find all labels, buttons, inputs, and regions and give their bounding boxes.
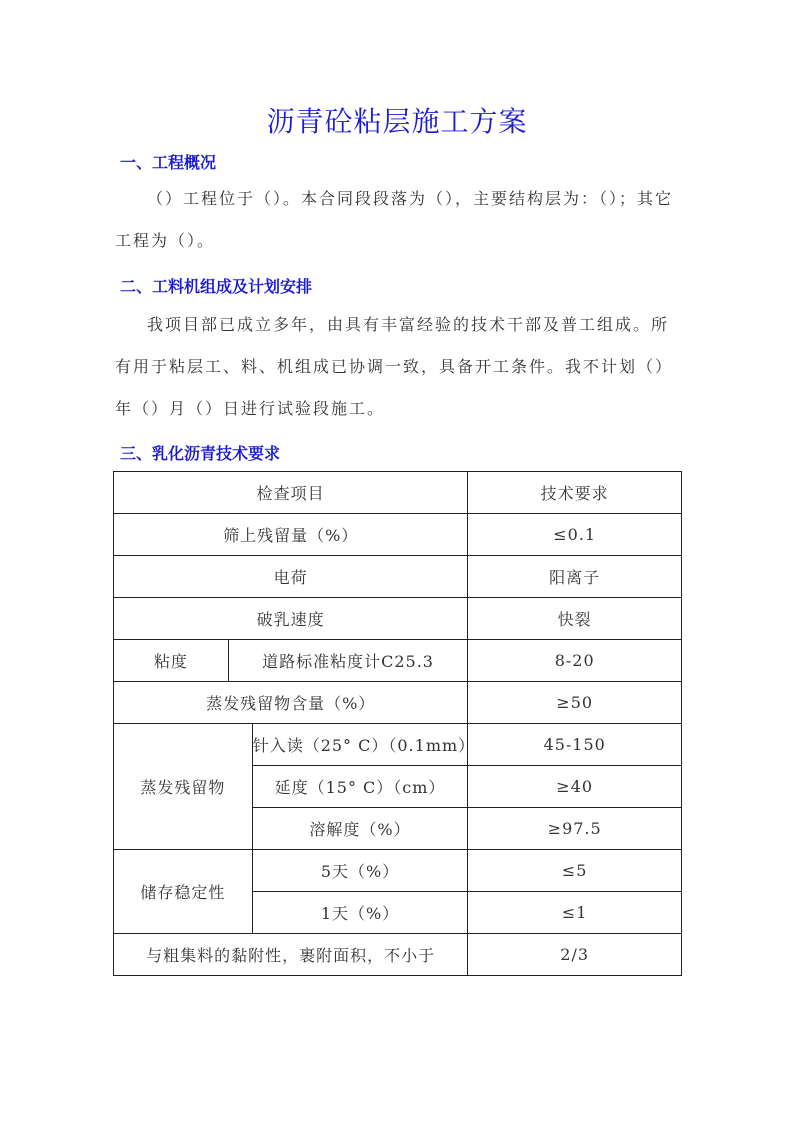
header-item: 检查项目 [114,472,468,514]
table-row [114,682,682,724]
row-item: 蒸发残留物含量（%） [114,682,468,724]
row-group: 蒸发残留物 [114,724,253,850]
row-requirement: 45-150 [468,724,682,766]
row-item: 与粗集料的黏附性，裹附面积，不小于 [114,934,468,976]
row-sub-item: 溶解度（%） [252,808,468,850]
emulsified-asphalt-spec-table [113,471,682,976]
row-item: 电荷 [114,556,468,598]
document-title: 沥青砼粘层施工方案 [266,105,528,138]
row-requirement: ≤0.1 [468,514,682,556]
row-requirement: ≥50 [468,682,682,724]
table-row [114,850,682,892]
row-requirement: 2/3 [468,934,682,976]
table-row [114,934,682,976]
row-sub-item: 道路标准粘度计C25.3 [228,640,468,682]
table-row [114,556,682,598]
table-row [114,514,682,556]
row-requirement: ≤5 [468,850,682,892]
table-header-row [114,472,682,514]
table-row [114,724,682,766]
row-sub-item: 延度（15° C）（cm） [252,766,468,808]
table-row [114,598,682,640]
section-2-paragraph: 我项目部已成立多年，由具有丰富经验的技术干部及普工组成。所有用于粘层工、料、机组成已协调一致，具备开工条件。我不计划（）年（）月（）日进行试验段施工。 [115,315,674,418]
row-requirement: 8-20 [468,640,682,682]
row-requirement: ≥97.5 [468,808,682,850]
row-requirement: ≥40 [468,766,682,808]
row-sub-item: 5天（%） [252,850,468,892]
row-item: 破乳速度 [114,598,468,640]
row-group: 粘度 [114,640,229,682]
section-2-heading: 二、工料机组成及计划安排 [120,277,313,296]
row-requirement: 阳离子 [468,556,682,598]
header-requirement: 技术要求 [468,472,682,514]
row-sub-item: 1天（%） [252,892,468,934]
row-sub-item: 针入读（25° C）（0.1mm） [252,724,468,766]
table-row [114,640,682,682]
section-1-paragraph: （）工程位于（）。本合同段段落为（），主要结构层为：（）；其它工程为（）。 [115,189,674,250]
section-3-heading: 三、乳化沥青技术要求 [120,444,281,463]
row-group: 储存稳定性 [114,850,253,934]
row-requirement: 快裂 [468,598,682,640]
row-requirement: ≤1 [468,892,682,934]
section-1-heading: 一、工程概况 [120,153,217,172]
row-item: 筛上残留量（%） [114,514,468,556]
